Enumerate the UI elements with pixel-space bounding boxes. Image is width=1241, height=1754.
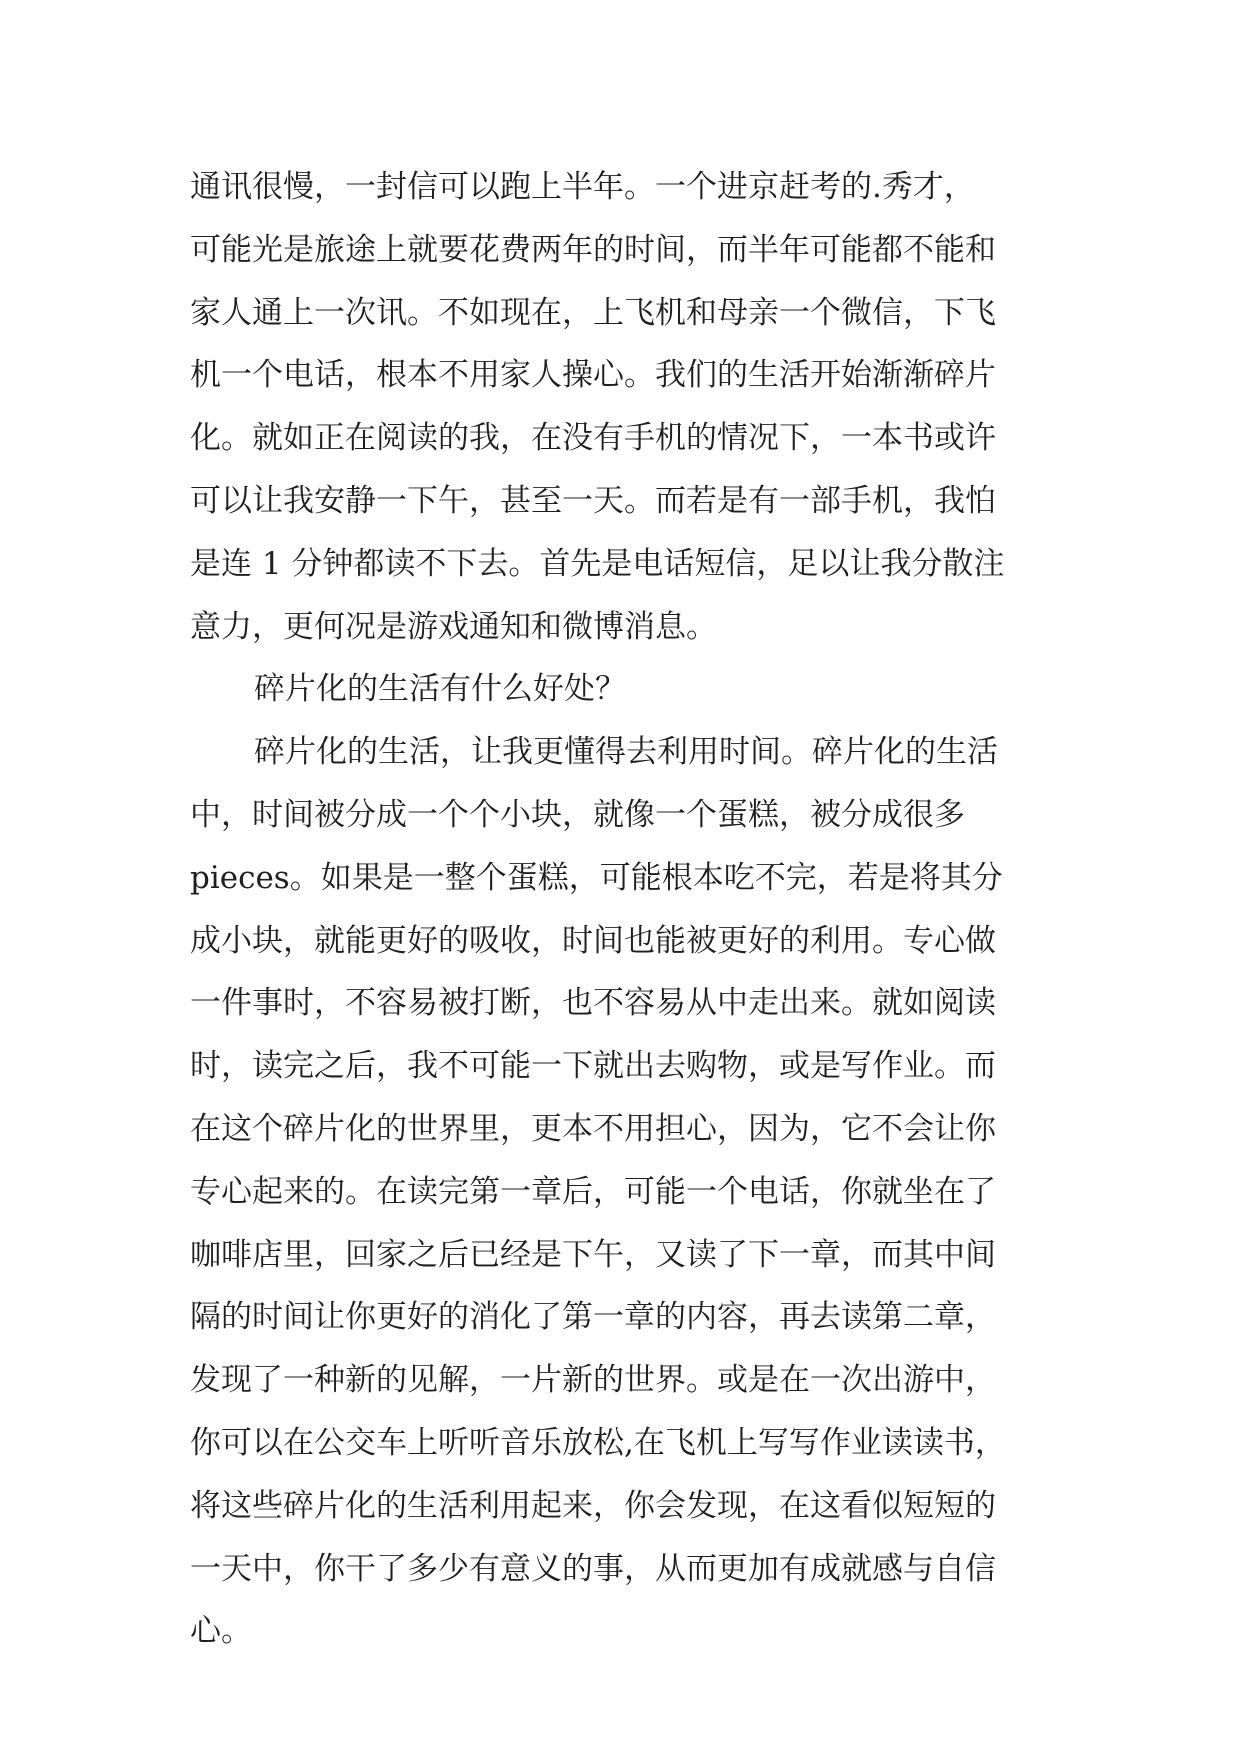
text-line: 一天中，你干了多少有意义的事，从而更加有成就感与自信 xyxy=(190,1550,996,1587)
text-line: 成小块，就能更好的吸收，时间也能被更好的利用。专心做 xyxy=(190,922,996,959)
text-line: 通讯很慢，一封信可以跑上半年。一个进京赶考的.秀才， xyxy=(190,169,975,205)
text-line: 可以让我安静一下午，甚至一天。而若是有一部手机，我怕 xyxy=(190,482,996,519)
text-line: 一件事时，不容易被打断，也不容易从中走出来。就如阅读 xyxy=(190,985,996,1022)
text-line: 机一个电话，根本不用家人操心。我们的生活开始渐渐碎片 xyxy=(190,357,996,394)
text-line: pieces。如果是一整个蛋糕，可能根本吃不完，若是将其分 xyxy=(190,859,1003,896)
text-line: 在这个碎片化的世界里，更本不用担心，因为，它不会让你 xyxy=(190,1110,996,1147)
question-line: 碎片化的生活有什么好处？ xyxy=(254,671,626,708)
text-line: 可能光是旅途上就要花费两年的时间，而半年可能都不能和 xyxy=(190,231,996,268)
text-line: 中，时间被分成一个个小块，就像一个蛋糕，被分成很多 xyxy=(190,796,965,833)
text-line: 咖啡店里，回家之后已经是下午，又读了下一章，而其中间 xyxy=(190,1236,996,1273)
paragraph-1 xyxy=(190,156,1060,658)
question-paragraph xyxy=(190,658,1060,721)
text-line: 你可以在公交车上听听音乐放松,在飞机上写写作业读读书， xyxy=(190,1424,1006,1461)
text-line: 化。就如正在阅读的我，在没有手机的情况下，一本书或许 xyxy=(190,420,996,457)
paragraph-2 xyxy=(190,721,1060,1663)
text-line: 家人通上一次讯。不如现在，上飞机和母亲一个微信，下飞 xyxy=(190,294,996,331)
document-body xyxy=(190,156,1060,1663)
text-line: 心。 xyxy=(190,1613,252,1650)
text-line: 发现了一种新的见解，一片新的世界。或是在一次出游中， xyxy=(190,1362,996,1399)
text-line: 专心起来的。在读完第一章后，可能一个电话，你就坐在了 xyxy=(190,1173,996,1210)
text-line: 碎片化的生活，让我更懂得去利用时间。碎片化的生活 xyxy=(254,734,998,771)
text-line: 意力，更何况是游戏通知和微博消息。 xyxy=(190,608,717,645)
text-line: 是连 1 分钟都读不下去。首先是电话短信，足以让我分散注 xyxy=(190,545,1005,582)
text-line: 将这些碎片化的生活利用起来，你会发现，在这看似短短的 xyxy=(190,1487,996,1524)
text-line: 时，读完之后，我不可能一下就出去购物，或是写作业。而 xyxy=(190,1048,996,1085)
text-line: 隔的时间让你更好的消化了第一章的内容，再去读第二章， xyxy=(190,1299,996,1336)
